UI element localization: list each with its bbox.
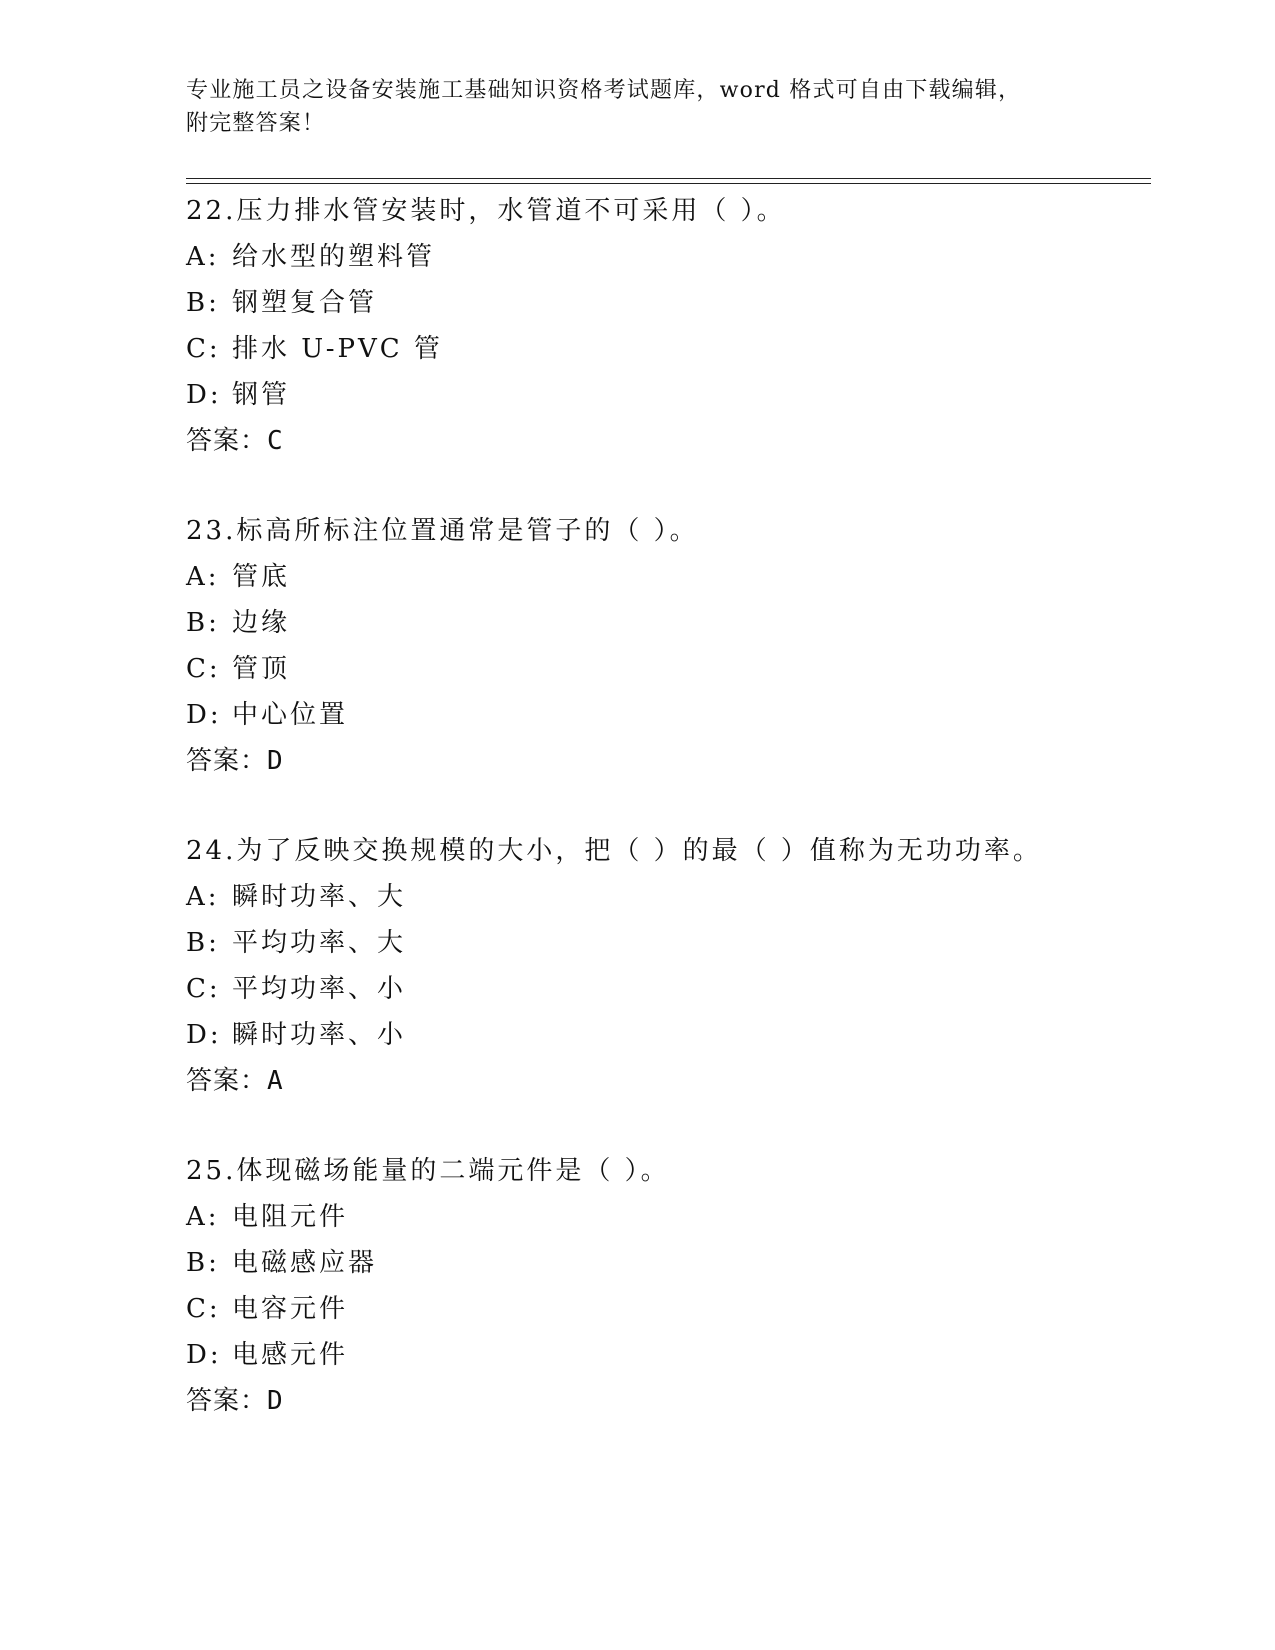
option-letter: D:: [186, 700, 222, 730]
question-title: 22.压力排水管安装时，水管道不可采用（ ）。: [186, 196, 786, 226]
option-a: [186, 874, 1146, 920]
option-text: 边缘: [232, 608, 291, 638]
option-b: [186, 1240, 1146, 1286]
option-a: [186, 1194, 1146, 1240]
question-23: [186, 508, 1146, 784]
document-header: [186, 74, 1086, 140]
option-c: [186, 326, 1146, 372]
option-letter: B:: [186, 288, 220, 318]
option-d: [186, 372, 1146, 418]
option-letter: C:: [186, 1294, 221, 1324]
option-letter: D:: [186, 1340, 222, 1370]
question-title: 23.标高所标注位置通常是管子的（ ）。: [186, 516, 699, 546]
option-d: [186, 1012, 1146, 1058]
option-text: 中心位置: [232, 700, 349, 730]
option-text: 电阻元件: [232, 1202, 349, 1232]
option-text: 平均功率、大: [232, 928, 407, 958]
option-d: [186, 1332, 1146, 1378]
option-a: [186, 234, 1146, 280]
question-24: [186, 828, 1146, 1104]
option-letter: A:: [186, 1202, 220, 1232]
answer-line: 答案：A: [186, 1066, 284, 1096]
option-b: [186, 600, 1146, 646]
question-title: 25.体现磁场能量的二端元件是（ ）。: [186, 1156, 670, 1186]
option-letter: B:: [186, 608, 220, 638]
option-letter: C:: [186, 654, 221, 684]
option-d: [186, 692, 1146, 738]
question-title: 24.为了反映交换规模的大小，把（ ）的最（ ）值称为无功功率。: [186, 836, 1042, 866]
question-22: [186, 188, 1146, 464]
option-text: 钢管: [232, 380, 291, 410]
option-text: 管顶: [232, 654, 291, 684]
option-c: [186, 966, 1146, 1012]
question-25: [186, 1148, 1146, 1424]
option-text: 钢塑复合管: [232, 288, 378, 318]
option-letter: C:: [186, 334, 221, 364]
option-b: [186, 280, 1146, 326]
option-letter: D:: [186, 1020, 222, 1050]
option-letter: A:: [186, 562, 220, 592]
option-letter: A:: [186, 242, 220, 272]
option-text: 瞬时功率、小: [232, 1020, 407, 1050]
header-line-2: 附完整答案！: [186, 111, 326, 136]
option-text: 电感元件: [232, 1340, 349, 1370]
option-text: 平均功率、小: [232, 974, 407, 1004]
answer-line: 答案：D: [186, 1386, 284, 1416]
option-b: [186, 920, 1146, 966]
answer-line: 答案：D: [186, 746, 284, 776]
answer-line: 答案：C: [186, 426, 284, 456]
option-text: 电容元件: [232, 1294, 349, 1324]
header-line-1: 专业施工员之设备安装施工基础知识资格考试题库，word 格式可自由下载编辑，: [186, 78, 1022, 103]
option-letter: B:: [186, 1248, 220, 1278]
header-divider-bottom: [186, 183, 1151, 184]
option-letter: A:: [186, 882, 220, 912]
option-text: 管底: [232, 562, 291, 592]
option-text: 瞬时功率、大: [232, 882, 407, 912]
option-letter: D:: [186, 380, 222, 410]
header-divider-top: [186, 178, 1151, 179]
option-letter: B:: [186, 928, 220, 958]
option-c: [186, 1286, 1146, 1332]
option-text: 电磁感应器: [232, 1248, 378, 1278]
option-text: 排水 U-PVC 管: [232, 334, 443, 364]
option-text: 给水型的塑料管: [232, 242, 436, 272]
option-c: [186, 646, 1146, 692]
option-a: [186, 554, 1146, 600]
option-letter: C:: [186, 974, 221, 1004]
